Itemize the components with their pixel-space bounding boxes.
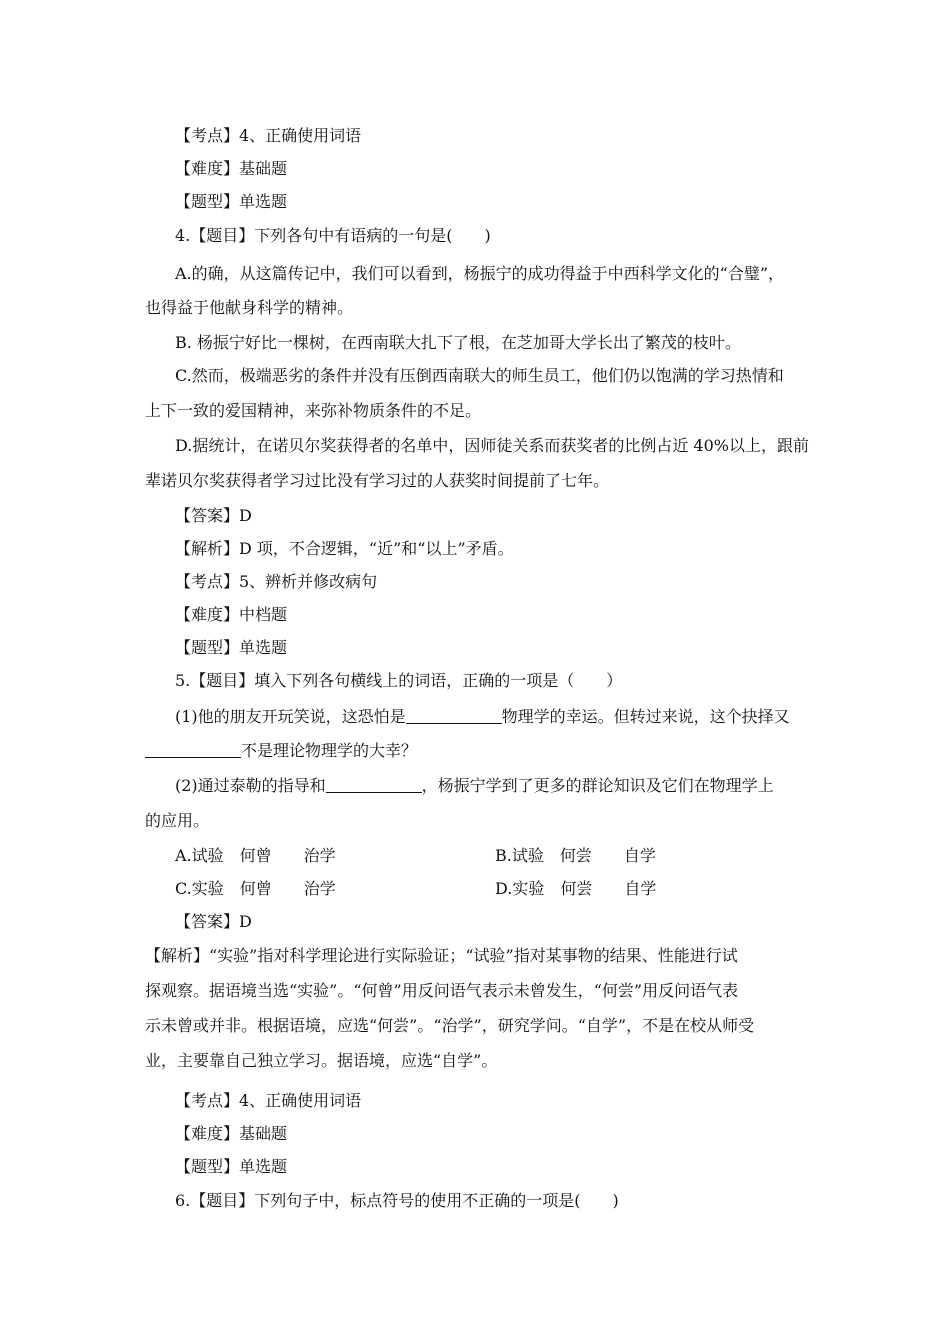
q5-option-d: D.实验 何尝 自学 bbox=[495, 879, 657, 898]
q4-option-d: D.据统计，在诺贝尔奖获得者的名单中，因师徒关系而获奖者的比例占近 40%以上，跟前 bbox=[175, 436, 809, 455]
kaodian-label: 【考点】4、正确使用词语 bbox=[175, 126, 362, 145]
q5-sentence-2-cont: 的应用。 bbox=[145, 811, 210, 830]
q5-option-c: C.实验 何曾 治学 bbox=[175, 879, 336, 898]
q4-kaodian: 【考点】5、辨析并修改病句 bbox=[175, 572, 378, 591]
q4-option-b: B. 杨振宁好比一棵树，在西南联大扎下了根，在芝加哥大学长出了繁茂的枝叶。 bbox=[175, 333, 741, 352]
fill-blank bbox=[145, 741, 241, 758]
question-4-title: 4.【题目】下列各句中有语病的一句是( ) bbox=[175, 226, 491, 245]
q4-tixing: 【题型】单选题 bbox=[175, 638, 288, 657]
q5-s2-part2: ，杨振宁学到了更多的群论知识及它们在物理学上 bbox=[421, 776, 774, 795]
q5-sentence-2 bbox=[175, 776, 774, 796]
q5-nandu: 【难度】基础题 bbox=[175, 1124, 288, 1143]
q5-answer: 【答案】D bbox=[175, 912, 252, 931]
q5-analysis-cont-1: 探观察。据语境当选“实验”。“何曾”用反问语气表示未曾发生，“何尝”用反问语气表 bbox=[145, 981, 739, 1000]
q4-analysis: 【解析】D 项，不合逻辑，“近”和“以上”矛盾。 bbox=[175, 539, 514, 558]
nandu-label: 【难度】基础题 bbox=[175, 159, 288, 178]
q4-option-a-cont: 也得益于他献身科学的精神。 bbox=[145, 298, 354, 317]
fill-blank bbox=[326, 776, 422, 793]
q5-option-b: B.试验 何尝 自学 bbox=[495, 846, 656, 865]
q5-sentence-1-cont bbox=[145, 741, 417, 761]
q5-kaodian: 【考点】4、正确使用词语 bbox=[175, 1091, 362, 1110]
q5-option-a: A.试验 何曾 治学 bbox=[175, 846, 336, 865]
q5-s1-part2: 物理学的幸运。但转过来说，这个抉择又 bbox=[501, 707, 790, 726]
question-5-title: 5.【题目】填入下列各句横线上的词语，正确的一项是（ ） bbox=[175, 671, 623, 690]
q4-answer: 【答案】D bbox=[175, 506, 252, 525]
tixing-label: 【题型】单选题 bbox=[175, 192, 288, 211]
question-6-title: 6.【题目】下列句子中，标点符号的使用不正确的一项是( ) bbox=[175, 1191, 619, 1210]
q5-analysis: 【解析】“实验”指对科学理论进行实际验证；“试验”指对某事物的结果、性能进行试 bbox=[145, 946, 738, 965]
q4-option-d-cont: 辈诺贝尔奖获得者学习过比没有学习过的人获奖时间提前了七年。 bbox=[145, 471, 610, 490]
q5-analysis-cont-2: 示未曾或并非。根据语境，应选“何尝”。“治学”，研究学问。“自学”，不是在校从师受 bbox=[145, 1016, 755, 1035]
fill-blank bbox=[406, 707, 502, 724]
q4-option-c: C.然而，极端恶劣的条件并没有压倒西南联大的师生员工，他们仍以饱满的学习热情和 bbox=[175, 366, 784, 385]
q5-s2-part1: (2)通过泰勒的指导和 bbox=[175, 776, 326, 795]
q5-tixing: 【题型】单选题 bbox=[175, 1157, 288, 1176]
q5-s1-part1: (1)他的朋友开玩笑说，这恐怕是 bbox=[175, 707, 406, 726]
q5-sentence-1 bbox=[175, 707, 790, 727]
q4-nandu: 【难度】中档题 bbox=[175, 605, 288, 624]
q4-option-a: A.的确，从这篇传记中，我们可以看到，杨振宁的成功得益于中西科学文化的“合璧”， bbox=[175, 264, 785, 283]
q4-option-c-cont: 上下一致的爱国精神，来弥补物质条件的不足。 bbox=[145, 401, 482, 420]
q5-s1-part3: 不是理论物理学的大幸？ bbox=[241, 741, 418, 760]
q5-analysis-cont-3: 业，主要靠自己独立学习。据语境，应选“自学”。 bbox=[145, 1051, 498, 1070]
